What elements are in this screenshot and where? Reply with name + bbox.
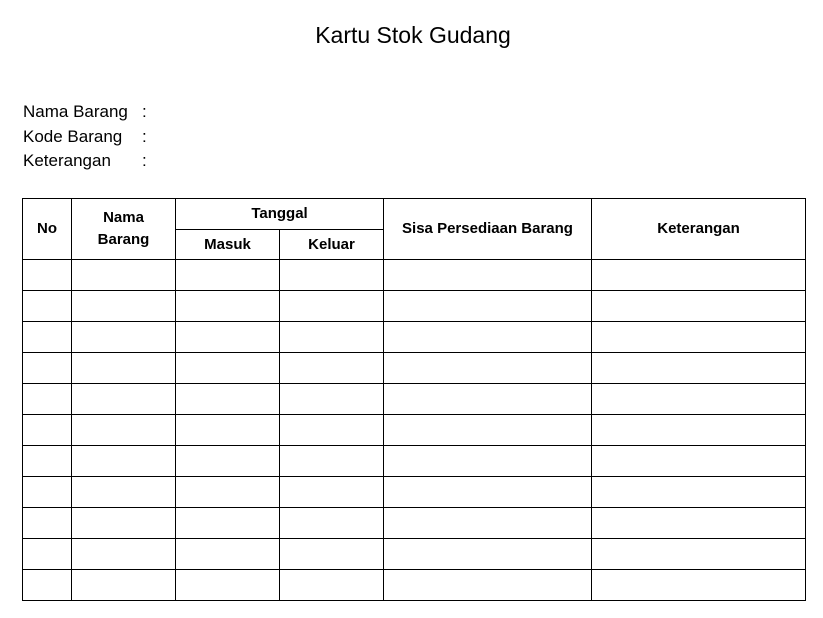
header-no: No: [23, 199, 72, 260]
table-cell[interactable]: [592, 477, 806, 508]
table-cell[interactable]: [23, 477, 72, 508]
table-cell[interactable]: [280, 384, 384, 415]
table-cell[interactable]: [592, 384, 806, 415]
field-keterangan: [23, 149, 147, 174]
table-cell[interactable]: [384, 384, 592, 415]
table-cell[interactable]: [280, 260, 384, 291]
table-cell[interactable]: [384, 477, 592, 508]
table-row: [23, 477, 806, 508]
table-cell[interactable]: [23, 508, 72, 539]
table-cell[interactable]: [23, 446, 72, 477]
table-cell[interactable]: [72, 446, 176, 477]
table-cell[interactable]: [72, 477, 176, 508]
item-info: [23, 100, 147, 174]
table-cell[interactable]: [280, 570, 384, 601]
table-cell[interactable]: [176, 508, 280, 539]
table-cell[interactable]: [384, 260, 592, 291]
table-cell[interactable]: [384, 508, 592, 539]
header-keterangan: Keterangan: [592, 199, 806, 260]
field-colon: :: [142, 126, 147, 146]
table-row: [23, 260, 806, 291]
table-row: [23, 508, 806, 539]
table-cell[interactable]: [23, 322, 72, 353]
table-cell[interactable]: [592, 260, 806, 291]
table-cell[interactable]: [280, 446, 384, 477]
table-cell[interactable]: [23, 539, 72, 570]
table-cell[interactable]: [72, 539, 176, 570]
table-cell[interactable]: [72, 260, 176, 291]
table-cell[interactable]: [176, 415, 280, 446]
table-cell[interactable]: [280, 322, 384, 353]
table-cell[interactable]: [280, 508, 384, 539]
table-cell[interactable]: [592, 539, 806, 570]
table-cell[interactable]: [72, 570, 176, 601]
table-row: [23, 353, 806, 384]
table-cell[interactable]: [384, 322, 592, 353]
table-cell[interactable]: [384, 353, 592, 384]
table-cell[interactable]: [592, 322, 806, 353]
header-sisa-persediaan: Sisa Persediaan Barang: [384, 199, 592, 260]
header-nama-barang: [72, 199, 176, 260]
table-cell[interactable]: [384, 570, 592, 601]
table-row: [23, 322, 806, 353]
table-row: [23, 446, 806, 477]
table-cell[interactable]: [176, 384, 280, 415]
table-cell[interactable]: [176, 322, 280, 353]
table-cell[interactable]: [72, 415, 176, 446]
field-label: Kode Barang: [23, 126, 123, 146]
table-cell[interactable]: [72, 291, 176, 322]
table-cell[interactable]: [280, 539, 384, 570]
table-cell[interactable]: [592, 291, 806, 322]
field-colon: :: [142, 102, 147, 121]
table-cell[interactable]: [72, 508, 176, 539]
table-cell[interactable]: [23, 260, 72, 291]
table-cell[interactable]: [592, 415, 806, 446]
table-cell[interactable]: [384, 539, 592, 570]
header-masuk: Masuk: [176, 230, 280, 260]
table-cell[interactable]: [384, 291, 592, 322]
table-cell[interactable]: [176, 446, 280, 477]
table-cell[interactable]: [176, 539, 280, 570]
table-row: [23, 384, 806, 415]
table-row: [23, 291, 806, 322]
header-tanggal: Tanggal: [176, 199, 384, 230]
table-cell[interactable]: [280, 291, 384, 322]
table-cell[interactable]: [23, 353, 72, 384]
table-row: [23, 415, 806, 446]
header-keluar: Keluar: [280, 230, 384, 260]
table-cell[interactable]: [592, 570, 806, 601]
table-cell[interactable]: [72, 384, 176, 415]
table-body: [23, 260, 806, 601]
table-cell[interactable]: [176, 260, 280, 291]
page-title: Kartu Stok Gudang: [315, 22, 511, 48]
table-cell[interactable]: [72, 322, 176, 353]
table-cell[interactable]: [176, 477, 280, 508]
table-cell[interactable]: [23, 415, 72, 446]
table-cell[interactable]: [176, 570, 280, 601]
table-cell[interactable]: [592, 508, 806, 539]
table-row: [23, 539, 806, 570]
field-kode-barang: [23, 125, 147, 150]
table-cell[interactable]: [23, 384, 72, 415]
table-cell[interactable]: [23, 570, 72, 601]
table-cell[interactable]: [384, 446, 592, 477]
field-label: Keterangan: [23, 151, 111, 170]
table-cell[interactable]: [72, 353, 176, 384]
table-cell[interactable]: [384, 415, 592, 446]
table-header-row: [23, 199, 806, 230]
header-nama-barang-line2: Barang: [97, 231, 150, 248]
field-colon: :: [142, 151, 147, 170]
header-nama-barang-line1: Nama: [103, 209, 144, 226]
table-cell[interactable]: [280, 415, 384, 446]
table-cell[interactable]: [280, 477, 384, 508]
field-nama-barang: [23, 100, 147, 125]
table-row: [23, 570, 806, 601]
stock-table: [22, 198, 806, 601]
table-cell[interactable]: [23, 291, 72, 322]
table-cell[interactable]: [592, 446, 806, 477]
field-label: Nama Barang: [23, 102, 128, 121]
table-cell[interactable]: [176, 291, 280, 322]
table-cell[interactable]: [176, 353, 280, 384]
table-cell[interactable]: [280, 353, 384, 384]
table-cell[interactable]: [592, 353, 806, 384]
